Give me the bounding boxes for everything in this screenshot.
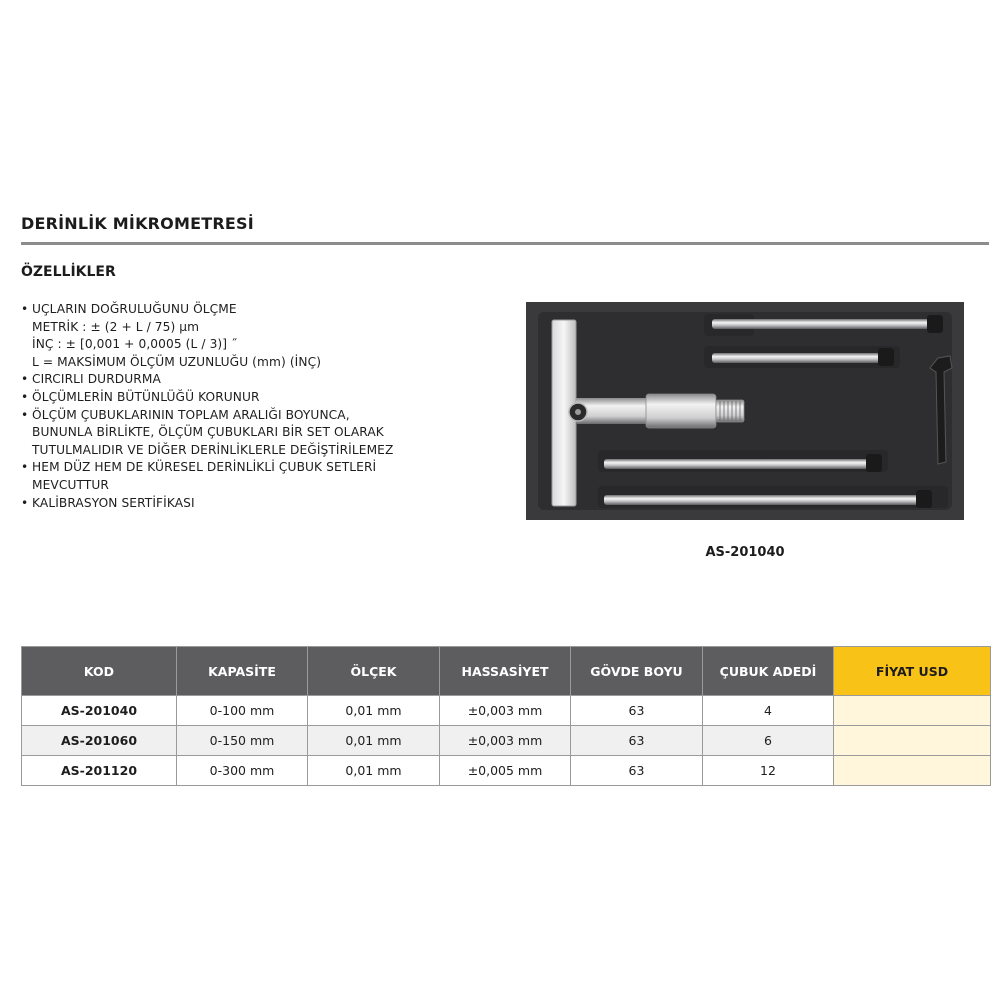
cell-price bbox=[834, 756, 991, 786]
title-divider bbox=[21, 242, 989, 245]
cell-price bbox=[834, 726, 991, 756]
cell-scale: 0,01 mm bbox=[308, 696, 440, 726]
column-header-capacity: KAPASİTE bbox=[177, 647, 308, 696]
feature-line: TUTULMALIDIR VE DİĞER DERİNLİKLERLE DEĞİŞTİRİLEMEZ bbox=[32, 442, 394, 457]
cell-price bbox=[834, 696, 991, 726]
feature-line: • UÇLARIN DOĞRULUĞUNU ÖLÇME bbox=[21, 301, 491, 319]
table-header-row bbox=[22, 647, 991, 696]
feature-line: MEVCUTTUR bbox=[32, 477, 109, 492]
cell-body-length: 63 bbox=[571, 696, 703, 726]
product-photo bbox=[526, 302, 964, 520]
features-heading: ÖZELLİKLER bbox=[21, 264, 116, 280]
cell-code: AS-201120 bbox=[22, 756, 177, 786]
feature-line: METRİK : ± (2 + L / 75) μm bbox=[32, 319, 200, 334]
cell-code: AS-201060 bbox=[22, 726, 177, 756]
table-row bbox=[22, 756, 991, 786]
measuring-rod bbox=[712, 319, 932, 329]
column-header-accuracy: HASSASİYET bbox=[440, 647, 571, 696]
cell-capacity: 0-100 mm bbox=[177, 696, 308, 726]
column-header-rod-count: ÇUBUK ADEDİ bbox=[703, 647, 834, 696]
feature-line: • KALİBRASYON SERTİFİKASI bbox=[21, 495, 491, 513]
cell-capacity: 0-150 mm bbox=[177, 726, 308, 756]
cell-rod-count: 6 bbox=[703, 726, 834, 756]
feature-line: • ÖLÇÜMLERİN BÜTÜNLÜĞÜ KORUNUR bbox=[21, 389, 491, 407]
feature-line: İNÇ : ± [0,001 + 0,0005 (L / 3)] ˝ bbox=[32, 337, 238, 352]
feature-line: L = MAKSİMUM ÖLÇÜM UZUNLUĞU (mm) (İNÇ) bbox=[32, 354, 322, 369]
cell-scale: 0,01 mm bbox=[308, 756, 440, 786]
cell-capacity: 0-300 mm bbox=[177, 756, 308, 786]
column-header-price: FİYAT USD bbox=[834, 647, 991, 696]
feature-line: • HEM DÜZ HEM DE KÜRESEL DERİNLİKLİ ÇUBUK SETLERİ bbox=[21, 459, 491, 477]
feature-line: BUNUNLA BİRLİKTE, ÖLÇÜM ÇUBUKLARI BİR SET OLARAK bbox=[32, 425, 384, 440]
page-title: DERİNLİK MİKROMETRESİ bbox=[21, 214, 254, 233]
measuring-rod bbox=[712, 353, 882, 363]
cell-accuracy: ±0,003 mm bbox=[440, 696, 571, 726]
cell-rod-count: 12 bbox=[703, 756, 834, 786]
photo-caption: AS-201040 bbox=[705, 545, 785, 560]
cell-body-length: 63 bbox=[571, 756, 703, 786]
features-list bbox=[21, 301, 491, 512]
cell-scale: 0,01 mm bbox=[308, 726, 440, 756]
table-row bbox=[22, 726, 991, 756]
feature-line: • ÖLÇÜM ÇUBUKLARININ TOPLAM ARALIĞI BOYUNCA, bbox=[21, 407, 491, 425]
cell-body-length: 63 bbox=[571, 726, 703, 756]
column-header-code: KOD bbox=[22, 647, 177, 696]
cell-rod-count: 4 bbox=[703, 696, 834, 726]
column-header-body-length: GÖVDE BOYU bbox=[571, 647, 703, 696]
spec-table bbox=[21, 646, 991, 786]
cell-accuracy: ±0,003 mm bbox=[440, 726, 571, 756]
measuring-rod bbox=[604, 495, 924, 505]
table-row bbox=[22, 696, 991, 726]
cell-accuracy: ±0,005 mm bbox=[440, 756, 571, 786]
measuring-rod bbox=[604, 459, 874, 469]
feature-line: • CIRCIRLI DURDURMA bbox=[21, 371, 491, 389]
column-header-scale: ÖLÇEK bbox=[308, 647, 440, 696]
cell-code: AS-201040 bbox=[22, 696, 177, 726]
